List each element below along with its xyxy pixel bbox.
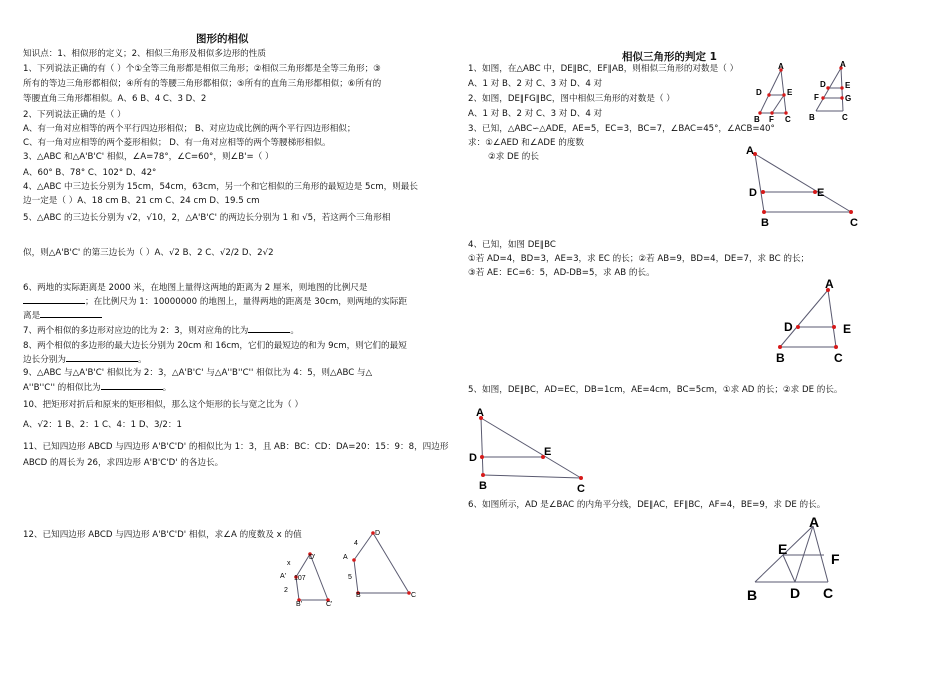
r6-label-C: C (823, 585, 834, 601)
r1-label-F: F (769, 115, 774, 124)
r3: 3、已知，△ABC∽△ADE，AE=5，EC=3，BC=7，∠BAC=45°，∠ACB=40° (468, 124, 775, 134)
r1-options: A、1 对 B、2 对 C、3 对 D、4 对 (468, 79, 603, 89)
q7: 7、两个相似的多边形对应边的比为 2：3，则对应角的比为 。 (23, 326, 299, 336)
r3-label-A: A (746, 145, 754, 157)
r1-label-B: B (754, 115, 760, 124)
q6-line2-text: ；在比例尺为 1：10000000 的地图上，量得两地的距离是 30cm，则两地的实际距 (85, 297, 408, 307)
r4-label-C: C (834, 351, 843, 365)
q2-line3: C、有一角对应相等的两个菱形相似； D、有一角对应相等的两个等腰梯形相似。 (23, 138, 331, 148)
r6-label-A: A (809, 514, 820, 530)
r6-label-E: E (778, 541, 788, 557)
q10-options: A、√2：1 B、2：1 C、4：1 D、3/2：1 (23, 420, 182, 430)
q7-text: 7、两个相似的多边形对应边的比为 2：3，则对应角的比为 (23, 326, 249, 336)
r1-triangle-figure (740, 62, 805, 124)
q2-line2: A、有一角对应相等的两个平行四边形相似； B、对应边成比例的两个平行四边形相似； (23, 124, 356, 134)
r6-label-B: B (747, 587, 758, 603)
label-D: D (375, 530, 381, 537)
r2-label-G: G (845, 94, 852, 103)
r5-label-E: E (544, 446, 552, 458)
label-C: C (411, 592, 417, 599)
r6: 6、如图所示，AD 是∠BAC 的内角平分线，DE∥AC，EF∥BC，AF=4，BE=9，求 DE 的长。 (468, 500, 826, 510)
r5-label-C: C (577, 483, 585, 495)
label-Bp: B' (296, 601, 303, 608)
q11-line1: 11、已知四边形 ABCD 与四边形 A'B'C'D' 的相似比为 1：3，且 AB：BC：CD：DA=20：15：9：8，四边形 (23, 442, 449, 452)
r3-triangle-figure (745, 140, 870, 232)
r2-label-D: D (820, 80, 826, 89)
q6-line2 (23, 297, 407, 308)
label-Dp: D' (309, 554, 316, 561)
q6-blank1[interactable] (23, 303, 85, 304)
label-107: 107 (294, 575, 306, 582)
q9-line1: 9、△ABC 与△A'B'C' 相似比为 2：3，△A'B'C' 与△A''B''C'' 相似比为 4：5，则△ABC 与△ (23, 368, 373, 378)
q7-blank[interactable] (248, 332, 290, 333)
r2-label-E: E (845, 81, 851, 90)
r5: 5、如图，DE∥BC，AD=EC，DB=1cm，AE=4cm，BC=5cm，①求 AD 的长；②求 DE 的长。 (468, 385, 843, 395)
knowledge-points: 知识点：1、相似形的定义；2、相似三角形及相似多边形的性质 (23, 49, 266, 59)
q2-line1: 2、下列说法正确的是（ ） (23, 110, 126, 120)
q6-blank2[interactable] (40, 317, 102, 318)
r4-triangle-figure (770, 272, 860, 367)
r4-part2: ③若 AE：EC=6：5，AD-DB=5，求 AB 的长。 (468, 268, 655, 278)
q3: 3、△ABC 和△A'B'C' 相似，∠A=78°，∠C=60°，则∠B'=（ ） (23, 152, 274, 162)
q3-options: A、60° B、78° C、102° D、42° (23, 168, 157, 178)
r3-label-E: E (817, 187, 825, 199)
q12-large-quadrilateral-figure (335, 525, 430, 605)
q5-line1: 5、△ABC 的三边长分别为 √2，√10，2，△A'B'C' 的两边长分别为 1 和 √5，若这两个三角形相 (23, 213, 391, 223)
r3-label-D: D (749, 187, 757, 199)
q6-line3 (23, 311, 102, 322)
r3-ask2: ②求 DE 的长 (488, 152, 539, 162)
q5-line2: 似，则△A'B'C' 的第三边长为（ ）A、√2 B、2 C、√2/2 D、2√2 (23, 248, 274, 258)
r1: 1、如图，在△ABC 中，DE∥BC，EF∥AB，则相似三角形的对数是（ ） (468, 64, 739, 74)
r1-label-D: D (756, 88, 762, 97)
r2-label-B: B (809, 113, 815, 122)
r4: 4、已知，如图 DE∥BC (468, 240, 556, 250)
q1-line2: 所有的等边三角形都相似；④所有的等腰三角形都相似；⑤所有的直角三角形都相似；⑥所有的 (23, 79, 382, 89)
q11-line2: ABCD 的周长为 26，求四边形 A'B'C'D' 的各边长。 (23, 458, 224, 468)
q8-blank[interactable] (66, 361, 138, 362)
q10: 10、把矩形对折后和原来的矩形相似，那么这个矩形的长与宽之比为（ ） (23, 400, 304, 410)
r4-label-E: E (843, 322, 852, 336)
q8-line1: 8、两个相似的多边形的最大边长分别为 20cm 和 16cm，它们的最短边的和为 9cm，则它们的最短 (23, 341, 407, 351)
r5-label-D: D (469, 452, 477, 464)
q6-line1: 6、两地的实际距离是 2000 米，在地图上量得这两地的距离为 2 厘米，则地图的比例尺是 (23, 283, 368, 293)
q12-small-quadrilateral-figure (270, 550, 340, 610)
r3-label-B: B (761, 217, 769, 229)
r2-label-C: C (842, 113, 848, 122)
q12: 12、已知四边形 ABCD 与四边形 A'B'C'D' 相似，求∠A 的度数及 x 的值 (23, 530, 302, 540)
left-title: 图形的相似 (196, 33, 249, 45)
q1-line1: 1、下列说法正确的有（ ）个①全等三角形都是相似三角形；②相似三角形都是全等三角形；③ (23, 64, 381, 74)
q9-line2-text: A''B''C'' 的相似比为 (23, 383, 101, 393)
r3-ask1: 求：①∠AED 和∠ADE 的度数 (468, 138, 584, 148)
r6-label-F: F (831, 551, 840, 567)
r1-label-E: E (787, 88, 793, 97)
right-title: 相似三角形的判定 1 (622, 51, 717, 63)
r1-label-C: C (785, 115, 791, 124)
r5-label-B: B (479, 480, 487, 492)
label-2: 2 (284, 587, 288, 594)
q8-line2: 边长分别为 。 (23, 355, 147, 365)
label-Cp: C' (326, 601, 333, 608)
r2-options: A、1 对 B、2 对 C、3 对 D、4 对 (468, 109, 603, 119)
r6-triangle-figure (745, 510, 850, 605)
r6-label-D: D (790, 585, 801, 601)
r4-label-B: B (776, 351, 785, 365)
r4-label-D: D (784, 320, 793, 334)
q4-line1: 4、△ABC 中三边长分别为 15cm，54cm，63cm，另一个和它相似的三角形的最短边是 5cm，则最长 (23, 182, 418, 192)
q4-line2: 边一定是（ ）A、18 cm B、21 cm C、24 cm D、19.5 cm (23, 196, 260, 206)
r4-part1: ①若 AD=4，BD=3，AE=3，求 EC 的长；②若 AB=9，BD=4，DE=7，求 BC 的长； (468, 254, 810, 264)
r4-label-A: A (825, 277, 834, 291)
r2: 2、如图，DE∥FG∥BC，图中相似三角形的对数是（ ） (468, 94, 675, 104)
r2-triangle-figure (805, 60, 860, 124)
q8-line2-text: 边长分别为 (23, 355, 66, 365)
r2-label-F: F (814, 93, 819, 102)
label-5: 5 (348, 574, 352, 581)
label-4: 4 (354, 540, 358, 547)
r2-label-A: A (840, 60, 846, 69)
r5-triangle-figure (465, 400, 595, 495)
r5-label-A: A (476, 407, 484, 419)
label-Ap: A' (280, 573, 287, 580)
q6-line3-text: 离是 (23, 311, 41, 321)
label-A: A (343, 554, 348, 561)
label-x: x (287, 560, 291, 567)
q1-line3: 等腰直角三角形都相似。A、6 B、4 C、3 D、2 (23, 94, 207, 104)
r3-label-C: C (850, 217, 858, 229)
label-B: B (356, 592, 361, 599)
q9-line2: A''B''C'' 的相似比为 。 (23, 383, 172, 393)
q9-blank[interactable] (101, 389, 163, 390)
r1-label-A: A (778, 62, 784, 71)
